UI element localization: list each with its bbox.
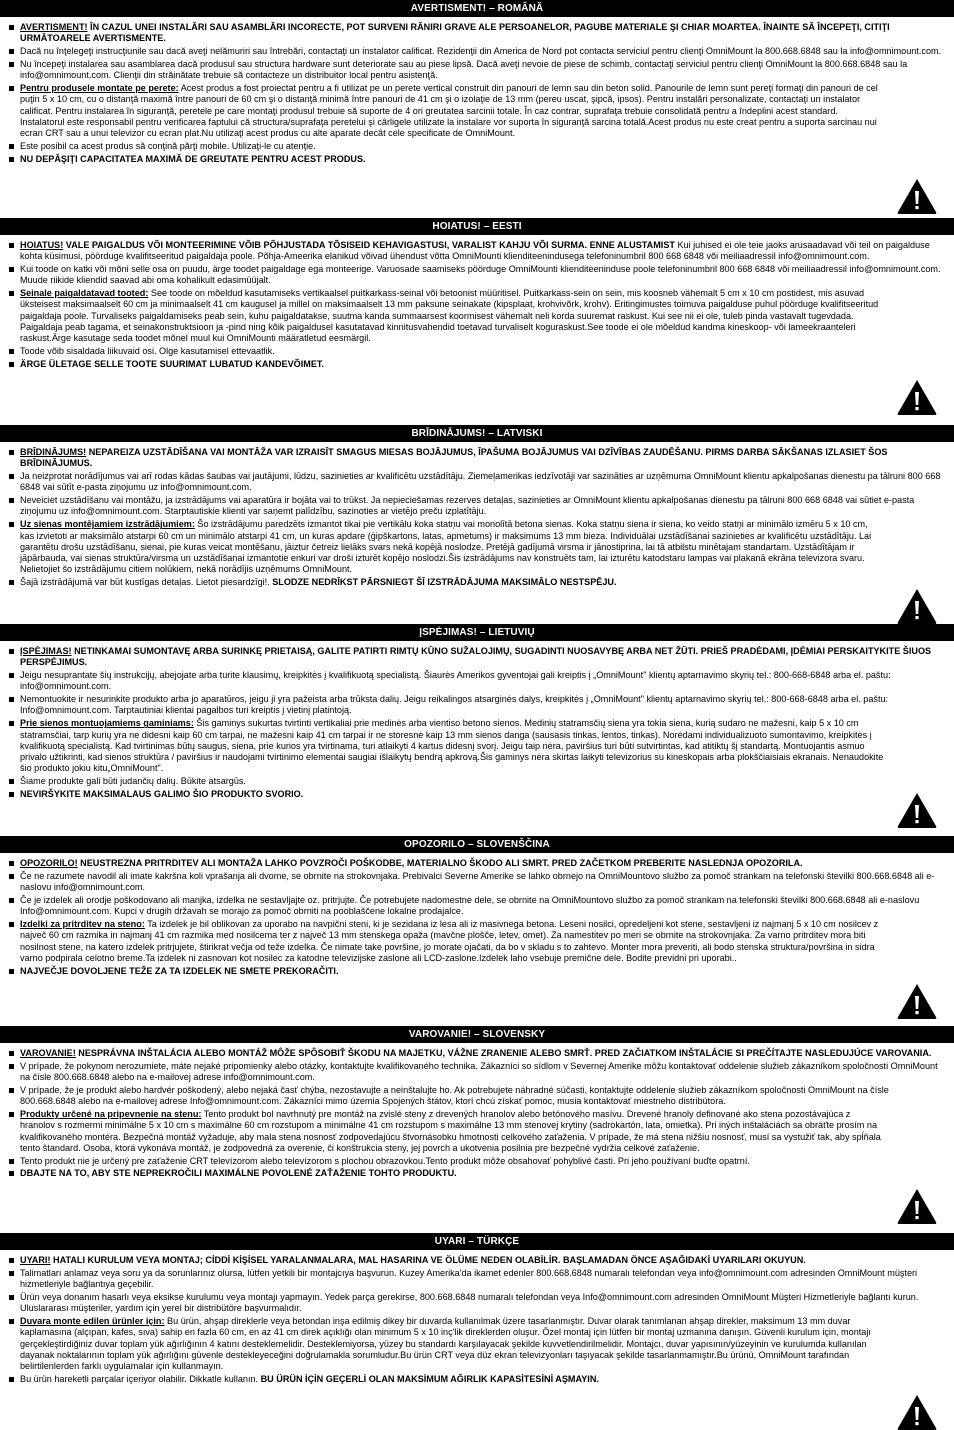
item-text: Če ne razumete navodil ali imate kakršna koli vprašanja ali dvome, se obrnite na strokovnjaka. Prebivalci Severne Amerike se lahko obrnejo na OmniMountovo službo za pomoč strankam na telefonski številki 800.668.6848 ali e-naslovu info@omnimount.com. (20, 870, 935, 893)
item-text: Šo izstrādājumu paredzēts izmantot tikai pie vertikālu koka statņu vai monolītā betona sienas. Koka statņu siena ir siena, ko veido statņi ar minimālo izmēru 5 x 10 cm, kas izvietoti ar maksimālo atstarpi 60 cm un minimālo atstarpi 41 cm, un kuras apdare (ģipškartons, latas, apmetums) ir maksimums 13 mm bieza. Individuālai uzstādīšanai sazinieties ar kvalificētu uzstādītāju. Lai garantētu drošu uzstādīšanu, sienai, pie kuras veicat montēšanu, jāiztur četreiz lielāks svars nekā kopējā noslodze. Pretējā gadījumā virsma ir jānostiprina, lai tā atbilstu minētajam standartam. Uzstādītājam ir jāpārbauda, vai sienas struktūra/virsma un uzstādīšanai izmantotie enkuri var droši izturēt kopējo noslodzi.Šis izstrādājums nav konstruēts tam, lai izturētu katodstaru lampas vai plakanā ekrāna televizora svaru. Nelietojiet šo izstrādājumu citiem nolūkiem, nekā norādījis uzņēmums OmniMount. (20, 519, 872, 575)
item-text: Tento produkt bol navrhnutý pre montáž na zvislé steny z drevených hranolov alebo betónového masívu. Drevené hranoly definované ako stena pozostávajúca z hranolov s rozmermi minimálne 5 x 10 cm s maximálne 60 cm rozstupom a minimálne 41 cm rozstupom s maximálne 13 mm stenovej krytiny (sadrokartón, lata, omietka). Pri iných inštaláciách sa obráťte prosím na kvalifikovaného montéra. Bezpečná montáž vyžaduje, aby mala stena nosnosť zodpovedajúcu štvornásobku hmotnosti celkového zaťaženia. V prípade, že má stena nižšiu nosnosť, musí sa vystužiť tak, aby spĺňala tento štandard. Osoba, ktorá vykonáva montáž, je zodpovedná za overenie, či konštrukcia steny, jej povrch a ukotvenia posilnia pre bezpečné vydržia celkové zaťaženie. (20, 1108, 881, 1153)
bullet-icon (9, 362, 14, 367)
warning-lead: UYARI! (20, 1255, 51, 1265)
list-item (0, 22, 954, 45)
bullet-icon (9, 144, 14, 149)
warning-triangle-icon (896, 982, 938, 1020)
list-item (0, 670, 954, 693)
list-item (0, 264, 954, 287)
bullet-icon (9, 1088, 14, 1093)
bullet-icon (9, 580, 14, 585)
warning-section (0, 836, 954, 978)
section-body (0, 442, 954, 589)
item-text: Jeigu nesuprantate šių instrukcijų, abejojate arba turite klausimų, kreipkitės į kvalifikuotą specialistą. Šiaurės Amerikos gyventojai gali kreiptis į „OmniMount" klientų aptarnavimo skyrių tel.: 800-668-6848 arba el. paštu: info@omnimount.com. (20, 670, 891, 692)
max-weight-warning: BU ÜRÜN İÇİN GEÇERLİ OLAN MAKSİMUM AĞIRLIK KAPASİTESİNİ AŞMAYIN. (260, 1373, 599, 1384)
wall-mount-lead: Pentru produsele montate pe perete: (20, 82, 179, 93)
bullet-icon (9, 1159, 14, 1164)
warning-lead: ĮSPĖJIMAS! (20, 646, 72, 656)
list-item (0, 1168, 954, 1179)
bullet-icon (9, 1171, 14, 1176)
bullet-icon (9, 291, 14, 296)
bullet-icon (9, 969, 14, 974)
list-item (0, 694, 954, 717)
section-body (0, 641, 954, 800)
list-item (0, 1255, 954, 1266)
bullet-icon (9, 86, 14, 91)
bullet-icon (9, 1051, 14, 1056)
bullet-icon (9, 1112, 14, 1117)
list-item (0, 346, 954, 357)
bullet-icon (9, 157, 14, 162)
max-weight-warning: DBAJTE NA TO, ABY STE NEPREKROČILI MAXIMÁLNE POVOLENÉ ZAŤAŽENIE TOHTO PRODUKTU. (20, 1168, 457, 1179)
item-text: Če je izdelek ali orodje poškodovano ali manjka, izdelka ne sestavljajte oz. pritrjujte. Če potrebujete nadomestne dele, se obrnite na OmniMountovo službo za pomoč strankam na telefonski številki 800.668.6848 ali e-naslovu Info@omnimount.com. Kupci v drugih državah se morajo za pomoč obrniti na pooblaščene lokalne prodajalce. (20, 894, 920, 917)
bullet-icon (9, 898, 14, 903)
list-item (0, 776, 954, 787)
wall-mount-lead: Seinale paigaldatavad tooted: (20, 288, 149, 299)
list-item (0, 1048, 954, 1059)
warning-triangle-icon (896, 378, 938, 416)
item-text: V prípade, že pokynom nerozumiete, máte nejaké pripomienky alebo otázky, kontaktujte kvalifikovaného technika. Zákazníci so sídlom v Severnej Amerike môžu kontaktovať oddelenie služieb zákazníkom spoločnosti OmniMount na čísle 800.668.6848 alebo na e-mailovej adrese info@omnimount.com. (20, 1060, 938, 1083)
warning-headline: NETINKAMAI SUMONTAVĘ ARBA SURINKĘ PRIETAISĄ, GALITE PATIRTI RIMTŲ KŪNO SUŽALOJIMŲ, SUGADINTI NUOSAVYBĘ ARBA NET ŽŪTI. PRIEŠ PRADĖDAMI, ĮDĖMIAI PERSKAITYKITE ŠIUOS PERSPĖJIMUS. (20, 646, 932, 668)
wall-mount-lead: Prie sienos montuojamiems gaminiams: (20, 718, 194, 729)
warning-lead: AVERTISMENT! (20, 22, 88, 32)
item-text: Kui toode on katki või mõni selle osa on puudu, ärge toodet paigaldage ega monteerige. Varuosade saamiseks pöörduge OmniMounti klienditeeninduse poole telefoninumbril 800 668 6848 või meiliaadressil info@omnimount.com. Muude riikide kliendid saavad abi oma kohalikult edasimüüjalt. (20, 264, 941, 286)
item-text: Šiame produkte gali būti judančių dalių. Būkite atsargūs. (20, 776, 246, 787)
item-text: Šis gaminys sukurtas tvirtinti vertikaliai prie medinės arba vientiso betono sienos. Medinių statramsčių siena yra tokia siena, kurią sudaro ne mažesni, kaip 5 x 10 cm statramsčiai, tarp kurių yra ne didesni kaip 60 cm tarpai, ne mažesni kaip 41 cm tarpai ir ne storesnė kaip 13 mm sienos danga (sausasis tinkas, lentos, tinkas). Norėdami individualizuoto sumontavimo, kreipkitės į kvalifikuotą specialistą. Kad tvirtinimas būtų saugus, siena, prie kurios yra tvirtinama, turi atlaikyti 4 kartus didesnį svorį. Jeigu taip nėra, paviršius turi būti sutvirtintas, kad atitiktų šį standartą. Montuojantis asmuo privalo užtikrinti, kad sienos struktūra / paviršius ir naudojami tvirtinimo elementai saugiai išlaikytų bendrą apkrovą.Šis gaminys nėra skirtas laikyti televizorius su kineskopais arba plokščiaisiais ekranais. Nenaudokite šio produkto jokiu kitu„OmniMount". (20, 718, 884, 774)
warning-headline: HATALI KURULUM VEYA MONTAJ; CİDDİ KİŞİSEL YARALANMALARA, MAL HASARINA VE ÖLÜME NEDEN OLABİLİR. BAŞLAMADAN ÖNCE AŞAĞIDAKİ UYARILARI OKUYUN. (50, 1255, 806, 1265)
warning-triangle-icon (896, 177, 938, 215)
list-item (0, 240, 954, 263)
item-text: Nemontuokite ir nesurinkite produkto arba jo aparatūros, jeigu ji yra pažeista arba trūksta dalių. Jeigu reikalingos atsarginės dalys, kreipkitės į „OmniMount" klientų aptarnavimo skyrių tel.: 800-668-6848 arba el. paštu: Info@omnimount.com. Tarptautiniai klientai pagalbos turi kreiptis į vietinį platintoją. (20, 694, 889, 716)
bullet-icon (9, 1377, 14, 1382)
bullet-icon (9, 522, 14, 527)
item-text: Dacă nu înţelegeţi instrucţiunile sau dacă aveţi nelămuriri sau întrebări, contactaţi un instalator calificat. Rezidenţii din America de Nord pot contacta serviciul pentru clienţi OmniMount la 800.668.6848 sau la info@omnimount.com. (20, 46, 942, 57)
section-header: ĮSPĖJIMAS! – LIETUVIŲ (0, 624, 954, 641)
list-item (0, 141, 954, 152)
item-text: Šajā izstrādājumā var būt kustīgas detaļas. Lietot piesardzīgi!. (20, 577, 273, 588)
bullet-icon (9, 697, 14, 702)
item-text: Toode võib sisaldada liikuvaid osi. Olge kasutamisel ettevaatlik. (20, 346, 275, 357)
section-header: UYARI – TÜRKÇE (0, 1233, 954, 1250)
list-item (0, 1292, 954, 1315)
warning-headline: NEPAREIZA UZSTĀDĪŠANA VAI MONTĀŽA VAR IZRAISĪT SMAGUS MIESAS BOJĀJUMUS, ĪPAŠUMA BOJĀJUMUS VAI DZĪVĪBAS ZAUDĒŠANU. PIRMS DARBA SĀKŠANAS IZLASIET ŠOS BRĪDINĀJUMUS. (20, 447, 888, 469)
item-text: Tento produkt nie je určený pre zaťaženie CRT televízorom alebo televízorom s plochou obrazovkou.Tento produkt môže obsahovať pohyblivé časti. Pri jeho používaní buďte opatrní. (20, 1155, 750, 1166)
list-item (0, 59, 954, 82)
bullet-icon (9, 49, 14, 54)
wall-mount-lead: Izdelki za pritrditev na steno: (20, 918, 145, 929)
bullet-icon (9, 861, 14, 866)
wall-mount-lead: Duvara monte edilen ürünler için: (20, 1315, 165, 1326)
bullet-icon (9, 1064, 14, 1069)
section-body (0, 235, 954, 370)
warning-triangle-icon (896, 791, 938, 829)
bullet-icon (9, 450, 14, 455)
list-item (0, 471, 954, 494)
section-header: AVERTISMENT! – ROMÂNĂ (0, 0, 954, 17)
item-text: Ta izdelek je bil oblikovan za uporabo na navpični steni, ki je sezidana iz lesa ali iz masivnega betona. Leseni nosilci, opredeljeni kot stene, sestavljeni iz najmanj 5 x 10 cm nosilcev z največ 60 cm razmika in najmanj 41 cm razmika med nosilcema ter z največ 13 mm stenskega opaža (mavčne plošče, letev, omet). Za namestitev po meri se obrnite na strokovnjaka. Za varno pritrditev mora biti nosilnost stene, na katero izdelek pritrjujete, štirikrat večja od teže izdelka. Če nimate take površine, jo morate ojačati, da bo v skladu s to zahtevo. Monter mora preveriti, ali bodo stenska struktura/površina in sidra varno podpirala celotno breme.Ta izdelek ni zasnovan kot nosilec za katodne televizijske zaslone ali LCD-zaslone.Izdelek laho vsebuje premične dele. Bodite previdni pri uporabi.. (20, 918, 879, 963)
bullet-icon (9, 474, 14, 479)
item-text: See toode on mõeldud kasutamiseks vertikaalsel puitkarkass-seinal või betoonist müüritisel. Puitkarkass-sein on sein, mis koosneb vähemalt 5 cm x 10 cm postidest, mis asuvad üksteisest maksimaalselt 60 cm ja minimaalselt 41 cm kaugusel ja millel on maksimaalselt 13 mm paksune seinakate (kipsplaat, krohvivõrk, krohv). Eritingimustes toimuva paigalduse puhul pöörduge kvalifitseeritud paigaldaja poole. Turvaliseks paigaldamiseks peab sein, kuhu paigaldatakse, suutma kanda summaarsest koormisest vähemalt neli korda suuremat raskust. Kui see nii ei ole, tuleb pinda vastavalt tugevdada. Paigaldaja peab tagama, et seinakonstruktsioon ja -pind ning kõik paigaldusel kasutatavad kinnitusvahendid toetavad turvaliselt koguraskust.See toode ei ole mõeldud kandma kineskoop- või lameekraanteleri raskust.Ärge kasutage seda toodet mõnel muul kui OmniMounti määratletud eesmärgil. (20, 288, 879, 344)
list-item (0, 858, 954, 869)
item-text: Bu ürün hareketli parçalar içeriyor olabilir. Dikkatle kullanın. (20, 1373, 261, 1384)
list-item (0, 447, 954, 470)
item-text: Bu ürün, ahşap direklerle veya betondan inşa edilmiş dikey bir duvarda kullanılmak üzere tasarlanmıştır. Duvar olarak tanımlanan ahşap direkler, maksimum 13 mm duvar kaplamasına (alçıpan, kafes, sıva) sahip en fazla 60 cm, en az 41 cm direk açıklığı olan minimum 5 x 10 inç'lik direklerden oluşur. Özel montaj için lütfen bir montaj uzmanına danışın. Güvenli kurulum için, montajı gerçekleştirdiğiniz duvar toplam yük ağırlığının 4 katını desteklemelidir. Desteklemiyorsa, yüzey bu standardı karşılayacak şekilde kuvvetlendirilmelidir. Montajcı, duvar yapısının/yüzeyinin ve kurulumda kullanılan dayanak noktalarının toplam yük ağırlığını güvenle destekleyeceğini doğrulamakla sorumludur.Bu ürün CRT veya düz ekran televizyonları taşıyacak şekilde tasarlanmamıştır.Bu ürünü, OmniMount tarafından belirtilenlerden farklı uygulamalar için kullanmayın. (20, 1315, 871, 1372)
item-text: Ürün veya donanım hasarlı veya eksikse kurulumu veya montajı yapmayın. Yedek parça gerekirse, 800.668.6848 numaralı telefondan veya Info@omnimount.com adresinden OmniMount Müşteri Hizmetleriyle bağlantı kurun. Uluslararası müşteriler, yardım için yerel bir distribütöre başvurmalıdır. (20, 1291, 919, 1314)
list-item (0, 83, 954, 139)
max-weight-warning: NU DEPĂŞIŢI CAPACITATEA MAXIMĂ DE GREUTATE PENTRU ACEST PRODUS. (20, 153, 366, 164)
warning-section (0, 0, 954, 167)
section-body (0, 17, 954, 165)
item-text: Talimatları anlamaz veya soru ya da sorunlarınız olursa, lütfen yetkili bir montajcıya başvurun. Kuzey Amerika'da ikamet edenler 800.668.6848 numaralı telefondan veya info@omnimount.com adresinden OmniMount müşteri hizmetleriyle bağlantıya geçebilir. (20, 1267, 918, 1290)
warning-section (0, 218, 954, 372)
list-item (0, 288, 954, 344)
section-body (0, 1043, 954, 1180)
list-item (0, 1156, 954, 1167)
warning-section (0, 1026, 954, 1181)
warning-triangle-icon (896, 587, 938, 625)
section-header: BRĪDINĀJUMS! – LATVISKI (0, 425, 954, 442)
list-item (0, 646, 954, 669)
warning-lead: VAROVANIE! (20, 1048, 76, 1058)
warning-headline: NEUSTREZNA PRITRDITEV ALI MONTAŽA LAHKO POVZROČI POŠKODBE, MATERIALNO ŠKODO ALI SMRT. PRED ZAČETKOM PREBERITE NASLEDNJA OPOZORILA. (77, 858, 803, 868)
warning-section (0, 1233, 954, 1387)
bullet-icon (9, 649, 14, 654)
wall-mount-lead: Uz sienas montējamiem izstrādājumiem: (20, 519, 195, 530)
warning-lead: OPOZORILO! (20, 858, 78, 868)
bullet-icon (9, 349, 14, 354)
bullet-icon (9, 1271, 14, 1276)
bullet-icon (9, 62, 14, 67)
list-item (0, 154, 954, 165)
warning-headline: NESPRÁVNA INŠTALÁCIA ALEBO MONTÁŽ MÔŽE SPÔSOBIŤ ŠKODU NA MAJETKU, VÁŽNE ZRANENIE ALEBO SMRŤ. PRED ZAČIATKOM INŠTALÁCIE SI PREČÍTAJTE NASLEDUJÚCE VAROVANIA. (75, 1048, 932, 1058)
section-body (0, 1250, 954, 1385)
list-item (0, 519, 954, 575)
bullet-icon (9, 922, 14, 927)
max-weight-warning: NAJVEČJE DOVOLJENE TEŽE ZA TA IZDELEK NE SMETE PREKORAČITI. (20, 965, 339, 976)
bullet-icon (9, 1295, 14, 1300)
bullet-icon (9, 779, 14, 784)
list-item (0, 919, 954, 964)
list-item (0, 577, 954, 588)
item-text: Acest produs a fost proiectat pentru a fi utilizat pe un perete vertical construit din panouri de lemn sau din beton solid. Panourile de lemn sunt pereţi formaţi din panouri de cel puţin 5 x 10 cm, cu o distanţă maximă între panouri de 60 cm şi o distanţă minimă între panouri de 41 cm şi o izolaţie de 13 mm (pereu uscat, şipcă, ipsos). Pentru instalări personalizate, contactaţi un instalator calificat. Pentru instalarea în siguranţă, peretele pe care montaţi produsul trebuie să suporte de 4 ori greutatea sarcinii totale. În caz contrar, suprafaţa trebuie consolidată pentru a îndeplini acest standard. Instalatorul este responsabil pentru verificarea faptului că structura/suprafaţa peretelui şi cârligele utilizate la instalare vor suporta în siguranţă sarcina totală.Acest produs nu este creat pentru a suporta sarcinau nui ecran CRT sau a unui televizor cu ecran plat.Nu utilizaţi acest produs cu alte aparate decât cele specificate de OmniMount. (20, 82, 878, 139)
bullet-icon (9, 874, 14, 879)
list-item (0, 495, 954, 518)
list-item (0, 1374, 954, 1385)
item-text: Ja neizprotat norādījumus vai arī rodas kādas šaubas vai jautājumi, lūdzu, sazinieties ar kvalificētu uzstādītāju. Ziemeļamerikas iedzīvotāji var sazināties ar uzņēmuma OmniMount klientu apkalpošanas dienestu pa tālruni 800 668 6848 vai sūtīt e-pasta ziņojumu uz info@omnimount.com. (20, 471, 941, 493)
list-item (0, 359, 954, 370)
list-item (0, 1268, 954, 1291)
warning-headline: ÎN CAZUL UNEI INSTALĂRI SAU ASAMBLĂRI INCORECTE, POT SURVENI RĂNIRI GRAVE ALE PERSOANELOR, PAGUBE MATERIALE ŞI CHIAR MOARTEA. ÎNAINTE SĂ ÎNCEPEŢI, CITIŢI URMĂTOARELE AVERTISMENTE. (20, 22, 890, 44)
section-header: VAROVANIE! – SLOVENSKY (0, 1026, 954, 1043)
bullet-icon (9, 792, 14, 797)
list-item (0, 1316, 954, 1372)
list-item (0, 1109, 954, 1154)
bullet-icon (9, 1258, 14, 1263)
list-item (0, 895, 954, 918)
bullet-icon (9, 498, 14, 503)
list-item (0, 966, 954, 977)
bullet-icon (9, 267, 14, 272)
section-body (0, 853, 954, 977)
warning-lead: HOIATUS! (20, 240, 64, 250)
bullet-icon (9, 243, 14, 248)
list-item (0, 46, 954, 57)
max-weight-warning: NEVIRŠYKITE MAKSIMALAUS GALIMO ŠIO PRODUKTO SVORIO. (20, 789, 304, 800)
warning-section (0, 624, 954, 802)
item-text: Nu începeţi instalarea sau asamblarea dacă produsul sau structura hardware sunt deteriorate sau au piese lipsă. Dacă aveţi nevoie de piese de schimb, contactaţi serviciul pentru clienţi OmniMount la 800.668.6848 sau la info@omnimount.com. Clienţii din străinătate trebuie să contacteze un distribuitor local pentru asistenţă. (20, 58, 908, 81)
list-item (0, 789, 954, 800)
bullet-icon (9, 25, 14, 30)
warning-lead: BRĪDINĀJUMS! (20, 447, 87, 457)
warning-triangle-icon (896, 1187, 938, 1225)
list-item (0, 1061, 954, 1084)
item-text: V prípade, že je produkt alebo hardvér poškodený, alebo nejaká časť chýba, nezostavujte a neinštalujte ho. Ak potrebujete náhradné súčasti, kontaktujte oddelenie služieb zákazníkom spoločnosti OmniMount na čísle 800.668.6848 alebo na e-mailovej adrese Info@omnimount.com. Zákazníci mimo územia Spojených štátov, ktorí chcú získať pomoc, musia kontaktovať miestneho distribútora. (20, 1084, 889, 1107)
warning-headline: VALE PAIGALDUS VÕI MONTEERIMINE VÕIB PÕHJUSTADA TÕSISEID KEHAVIGASTUSI, VARALIST KAHJU VÕI SURMA. ENNE ALUSTAMIST (63, 240, 675, 250)
list-item (0, 718, 954, 774)
list-item (0, 1085, 954, 1108)
max-weight-warning: SLODZE NEDRĪKST PĀRSNIEGT ŠĪ IZSTRĀDĀJUMA MAKSIMĀLO NESTSPĒJU. (272, 577, 617, 588)
bullet-icon (9, 673, 14, 678)
bullet-icon (9, 721, 14, 726)
warning-section (0, 425, 954, 590)
section-header: OPOZORILO – SLOVENŠČINA (0, 836, 954, 853)
list-item (0, 871, 954, 894)
item-text: Neveiciet uzstādīšanu vai montāžu, ja izstrādājums vai aparatūra ir bojāta vai to trūkst. Ja nepieciešamas rezerves detaļas, sazinieties ar OmniMount klientu apkalpošanas dienestu pa tālruni 800 668 6848 vai sūtiet e-pasta ziņojumu uz info@omnimount.com. Starptautiskie klienti var saņemt palīdzību, sazinoties ar vietējo preču izplatītāju. (20, 495, 915, 517)
max-weight-warning: ÄRGE ÜLETAGE SELLE TOOTE SUURIMAT LUBATUD KANDEVÕIMET. (20, 358, 324, 369)
section-header: HOIATUS! – EESTI (0, 218, 954, 235)
bullet-icon (9, 1319, 14, 1324)
warning-text: Kui juhised ei ole teie jaoks arusaadavad või teil on paigalduse kohta küsimusi, pöörduge kvalifitseeritud paigaldaja poole. Põhja-Ameerika elanikud võivad ühendust võtta OmniMounti klienditeenindusega telefoninumbril 800 668 6848 või meiliaadressil info@omnimount.com. (20, 240, 930, 262)
warning-triangle-icon (896, 1393, 938, 1430)
item-text: Este posibil ca acest produs să conţină părţi mobile. Utilizaţi-le cu atenţie. (20, 140, 316, 151)
wall-mount-lead: Produkty určené na pripevnenie na stenu: (20, 1108, 202, 1119)
